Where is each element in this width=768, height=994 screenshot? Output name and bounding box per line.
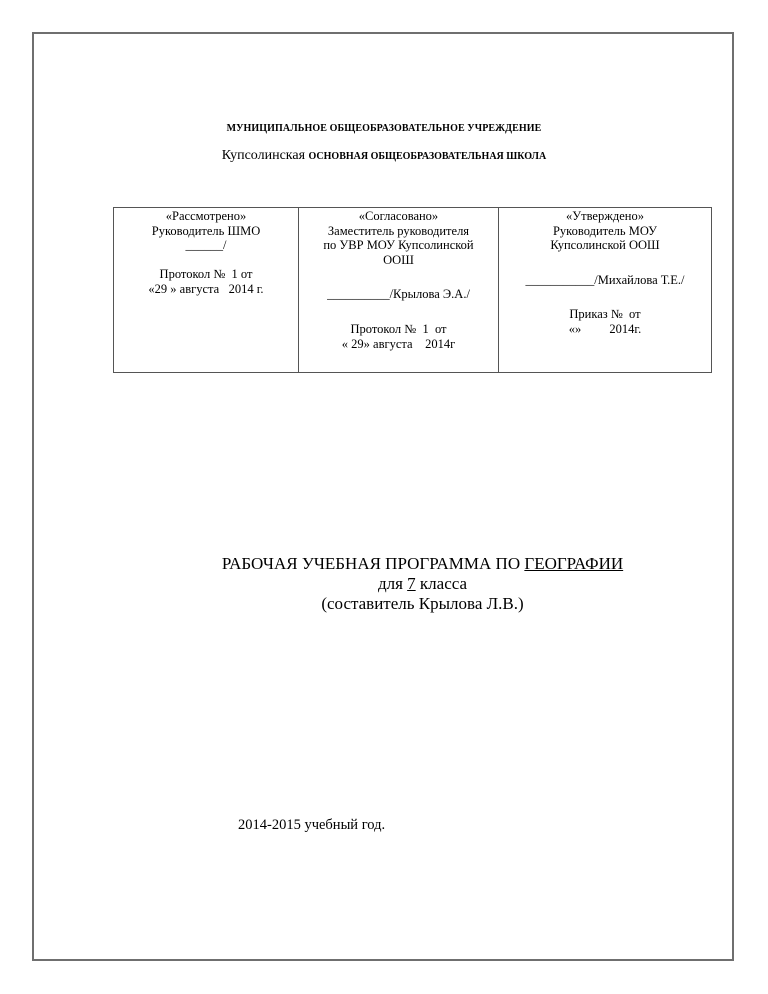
approved-date: «» 2014г.: [568, 321, 642, 336]
school-name-rest: ОСНОВНАЯ ОБЩЕОБРАЗОВАТЕЛЬНАЯ ШКОЛА: [308, 151, 547, 162]
school-name-prefix: Купсолинская: [221, 148, 306, 163]
program-title-prefix: РАБОЧАЯ УЧЕБНАЯ ПРОГРАММА ПО: [221, 554, 525, 573]
program-grade-number: 7: [407, 574, 416, 593]
approved-order: Приказ № от: [569, 307, 641, 322]
agreed-cell: [299, 208, 499, 373]
program-grade-suffix: класса: [415, 574, 468, 593]
approved-signature: ___________/Михайлова Т.Е./: [525, 272, 685, 287]
reviewed-date: «29 » августа 2014 г.: [148, 281, 264, 296]
approved-role-line1: Руководитель МОУ: [552, 223, 657, 238]
approval-table: [113, 207, 712, 373]
agreed-role-line3: ООШ: [383, 252, 414, 267]
program-grade-prefix: для: [377, 574, 408, 593]
program-subject: ГЕОГРАФИИ: [524, 554, 624, 573]
academic-year: 2014-2015 учебный год.: [238, 817, 386, 833]
reviewed-signature: ______/: [185, 238, 227, 253]
reviewed-role: Руководитель ШМО: [151, 223, 261, 238]
school-name: [0, 148, 768, 164]
reviewed-cell: [114, 208, 299, 373]
agreed-title: «Согласовано»: [358, 209, 439, 223]
agreed-signature: __________/Крылова Э.А./: [327, 287, 470, 302]
reviewed-title: «Рассмотрено»: [165, 209, 247, 223]
program-author: (составитель Крылова Л.В.): [321, 594, 524, 613]
approved-role-line2: Купсолинской ООШ: [550, 238, 660, 253]
agreed-date: « 29» августа 2014г: [341, 336, 456, 351]
approved-cell: [499, 208, 712, 373]
program-title-block: [0, 554, 768, 614]
program-title: [0, 554, 768, 574]
agreed-role-line2: по УВР МОУ Купсолинской: [323, 238, 474, 253]
agreed-protocol: Протокол № 1 от: [350, 321, 447, 336]
agreed-role-line1: Заместитель руководителя: [327, 223, 470, 238]
program-grade: [0, 574, 768, 594]
institution-title: МУНИЦИПАЛЬНОЕ ОБЩЕОБРАЗОВАТЕЛЬНОЕ УЧРЕЖДЕНИЕ: [226, 123, 542, 134]
approved-title: «Утверждено»: [566, 209, 644, 223]
reviewed-protocol: Протокол № 1 от: [159, 267, 253, 282]
